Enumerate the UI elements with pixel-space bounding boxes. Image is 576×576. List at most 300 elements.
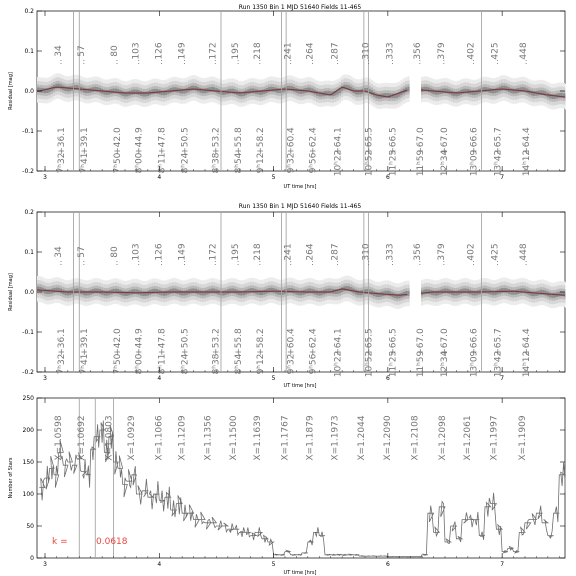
- x-tick-label: 5: [271, 174, 276, 181]
- y-tick-label: 0.2: [24, 8, 34, 15]
- field-number-label: 126: [154, 42, 165, 60]
- field-number-label: 172: [208, 243, 219, 261]
- field-number-label: 149: [177, 42, 188, 60]
- field-ra-label: 11ʰ59: [415, 149, 426, 177]
- field-dot: :: [311, 57, 314, 66]
- residual-bin: [298, 290, 300, 295]
- field-number-label: 103: [131, 42, 142, 60]
- field-ra-label: 7ʰ41: [79, 152, 90, 174]
- field-ra-label: 7ʰ32: [57, 152, 67, 174]
- field-number-label: 195: [231, 243, 242, 261]
- field-dot: :: [367, 57, 370, 66]
- field-number-label: 80: [110, 246, 120, 258]
- residual-bin: [359, 291, 361, 296]
- residual-bin: [298, 89, 300, 94]
- residual-bin: [519, 87, 521, 92]
- field-ra-label: 11ʰ59: [415, 350, 426, 378]
- y-tick-label: 0.1: [24, 48, 34, 55]
- field-dot: :: [115, 57, 119, 66]
- residual-bin: [462, 289, 464, 294]
- residual-bin: [446, 289, 448, 294]
- panel-2-xlabel: UT time [hrs]: [283, 383, 317, 389]
- field-ra-label: 9ʰ12: [255, 353, 266, 375]
- residual-bin: [263, 89, 265, 94]
- residual-bin: [389, 291, 391, 296]
- airmass-label: X=1.1639: [252, 415, 263, 461]
- residual-panel-1: [8, 4, 566, 190]
- field-ra-label: 7ʰ50: [113, 152, 123, 174]
- field-ra-label: 8ʰ54: [234, 152, 245, 174]
- field-dot: :: [311, 258, 314, 267]
- x-tick-label: 6: [385, 375, 390, 382]
- residual-bin: [471, 290, 473, 295]
- field-ra-label: 8ʰ38: [211, 152, 222, 174]
- field-dot: :: [258, 258, 262, 267]
- field-dec-label: +67.0: [439, 328, 450, 356]
- residual-bin: [531, 91, 533, 96]
- field-ra-label: 8ʰ11: [157, 353, 168, 375]
- residual-bin: [565, 293, 566, 298]
- airmass-label: X=1.2108: [410, 415, 421, 461]
- residual-bin: [394, 293, 396, 298]
- field-number-label: 241: [283, 243, 294, 261]
- residual-bin: [268, 288, 270, 293]
- residual-bin: [165, 291, 167, 296]
- field-ra-label: 8ʰ11: [157, 152, 168, 174]
- panel-3-ylabel: Number of Stars: [8, 457, 14, 499]
- residual-bin: [341, 287, 343, 292]
- field-dot: :: [213, 258, 217, 267]
- field-dec-label: +65.5: [364, 328, 375, 356]
- field-dec-label: +64.1: [333, 328, 344, 356]
- field-dot: :: [524, 258, 528, 267]
- field-number-label: 402: [466, 42, 477, 60]
- field-dec-label: +60.4: [286, 127, 297, 155]
- residual-bin: [277, 290, 279, 295]
- field-ra-label: 10ʰ22: [333, 149, 344, 177]
- x-tick-label: 4: [157, 375, 162, 382]
- residual-bin: [190, 289, 192, 294]
- residual-bin: [544, 91, 546, 96]
- residual-bin: [48, 289, 50, 294]
- field-number-label: 287: [330, 243, 341, 261]
- residual-bin: [147, 291, 149, 296]
- field-dec-label: +53.2: [211, 328, 222, 356]
- field-ra-label: 7ʰ50: [113, 353, 123, 375]
- airmass-label: X=1.1973: [330, 415, 341, 461]
- field-dec-label: +39.1: [79, 127, 90, 155]
- field-number-label: 379: [436, 42, 447, 60]
- field-number-label: 34: [54, 45, 64, 57]
- field-number-label: 310: [361, 42, 372, 60]
- field-ra-label: 10ʰ52: [364, 149, 375, 177]
- residual-bin: [103, 90, 105, 95]
- residual-bin: [229, 289, 231, 294]
- residual-bin: [510, 88, 512, 93]
- field-number-label: 57: [76, 45, 87, 57]
- field-dot: :: [59, 57, 63, 66]
- residual-bin: [515, 290, 517, 295]
- residual-bin: [325, 91, 327, 96]
- residual-bin: [325, 289, 327, 294]
- panel-2-title: Run 1350 Bin 1 MJD 51640 Fields 11-465: [238, 203, 362, 210]
- residual-bin: [437, 291, 439, 296]
- field-number-label: 402: [466, 243, 477, 261]
- y-tick-label: -0.2: [22, 369, 34, 376]
- x-tick-label: 5: [271, 375, 276, 382]
- field-number-label: 80: [110, 45, 120, 57]
- field-number-label: 195: [231, 42, 242, 60]
- field-dot: :: [472, 57, 475, 66]
- residual-bin: [442, 289, 444, 294]
- field-dec-label: +65.7: [493, 127, 504, 155]
- field-dec-label: +64.4: [522, 127, 533, 155]
- x-tick-label: 4: [157, 561, 162, 568]
- residual-bin: [549, 94, 551, 99]
- y-tick-label: -0.1: [22, 128, 34, 135]
- field-dec-label: +55.8: [234, 328, 245, 356]
- field-ra-label: 10ʰ52: [364, 350, 375, 378]
- residual-bin: [311, 289, 313, 294]
- residual-bin: [375, 292, 377, 297]
- y-tick-label: -0.2: [22, 168, 34, 175]
- field-ra-label: 8ʰ00: [134, 353, 145, 375]
- field-dot: :: [213, 57, 217, 66]
- residual-bin: [83, 290, 85, 295]
- residual-bin: [103, 291, 105, 296]
- field-dec-label: +47.8: [157, 328, 168, 356]
- residual-bin: [126, 92, 128, 97]
- field-ra-label: 10ʰ22: [333, 350, 344, 378]
- panel-3-xlabel: UT time [hrs]: [283, 570, 317, 576]
- field-dot: :: [82, 57, 86, 66]
- residual-bin: [485, 87, 487, 92]
- residual-bin: [247, 289, 249, 294]
- field-ra-label: 9ʰ32: [286, 353, 297, 375]
- residual-bin: [117, 89, 119, 94]
- field-number-label: 264: [305, 42, 316, 60]
- field-dec-label: +67.0: [439, 127, 450, 155]
- residual-bin: [407, 291, 409, 296]
- field-dec-label: +62.4: [308, 127, 319, 155]
- residual-bin: [126, 291, 128, 296]
- residual-bin: [432, 291, 434, 296]
- residual-bin: [252, 288, 254, 293]
- residual-bin: [320, 291, 322, 296]
- residual-bin: [122, 91, 124, 96]
- field-dec-label: +66.5: [388, 328, 399, 356]
- field-dot: :: [137, 57, 141, 66]
- residual-bin: [515, 89, 517, 94]
- residual-bin: [213, 289, 215, 294]
- field-dot: :: [336, 57, 339, 66]
- residual-bin: [195, 86, 197, 91]
- airmass-label: X=1.1909: [518, 415, 528, 461]
- field-dot: :: [82, 258, 86, 267]
- residual-bin: [108, 290, 110, 295]
- y-tick-label: 0.0: [24, 88, 34, 95]
- panel-1-ylabel: Residual [mag]: [8, 72, 14, 110]
- y-tick-label: 0.1: [24, 249, 34, 256]
- residual-bin: [147, 91, 149, 96]
- field-number-label: 57: [76, 246, 87, 258]
- residual-bin: [510, 290, 512, 295]
- field-dot: :: [442, 258, 446, 267]
- residual-bin: [501, 86, 503, 91]
- x-tick-label: 7: [500, 174, 505, 181]
- airmass-label: X=1.0803: [104, 415, 115, 461]
- field-ra-label: 9ʰ56: [308, 152, 319, 174]
- residual-bin: [151, 89, 153, 94]
- residual-bin: [142, 92, 144, 97]
- field-dot: :: [160, 57, 163, 66]
- field-number-label: 379: [436, 243, 447, 261]
- residual-bin: [307, 289, 309, 294]
- field-ra-label: 13ʰ42: [493, 350, 504, 378]
- field-number-label: 333: [385, 42, 396, 60]
- residual-bin: [234, 89, 236, 94]
- field-ra-label: 12ʰ34: [439, 350, 450, 378]
- residual-bin: [122, 291, 124, 296]
- airmass-label: X=1.1209: [177, 415, 188, 461]
- residual-bin: [462, 89, 464, 94]
- field-dot: :: [367, 258, 370, 267]
- field-number-label: 126: [154, 243, 165, 261]
- field-number-label: 310: [361, 243, 372, 261]
- field-ra-label: 8ʰ00: [134, 152, 145, 174]
- residual-bin: [476, 90, 478, 95]
- x-tick-label: 6: [385, 561, 390, 568]
- panel-1-xlabel: UT time [hrs]: [283, 184, 317, 190]
- field-ra-label: 9ʰ12: [255, 152, 266, 174]
- field-ra-label: 13ʰ09: [469, 350, 480, 378]
- field-dot: :: [137, 258, 141, 267]
- residual-bin: [407, 87, 409, 92]
- residual-bin: [501, 288, 503, 293]
- residual-bin: [268, 87, 270, 92]
- panel-2-ylabel: Residual [mag]: [8, 273, 14, 311]
- residual-bin: [243, 290, 245, 295]
- airmass-label: X=1.0929: [127, 415, 138, 461]
- x-tick-label: 3: [43, 375, 47, 382]
- residual-bin: [533, 291, 535, 296]
- panel-3-plot-area: [37, 398, 565, 558]
- residual-bin: [359, 90, 361, 95]
- residual-bin: [506, 86, 508, 91]
- airmass-label: X=1.1066: [154, 415, 165, 461]
- field-ra-label: 8ʰ24: [180, 152, 191, 174]
- field-dot: :: [183, 258, 186, 267]
- field-ra-label: 11ʰ25: [388, 149, 399, 177]
- residual-bin: [272, 288, 274, 293]
- field-dec-label: +47.8: [157, 127, 168, 155]
- airmass-label: X=1.1356: [203, 415, 214, 461]
- field-dec-label: +58.2: [255, 127, 266, 155]
- residual-bin: [199, 290, 201, 295]
- field-dot: :: [59, 258, 63, 267]
- field-number-label: 356: [412, 243, 423, 261]
- field-number-label: 241: [283, 42, 294, 60]
- residual-bin: [186, 290, 188, 295]
- field-dot: :: [289, 258, 293, 267]
- field-ra-label: 7ʰ32: [57, 353, 67, 375]
- airmass-label: X=1.1500: [228, 415, 239, 461]
- y-tick-label: 100: [22, 491, 34, 498]
- y-tick-label: 150: [22, 459, 34, 466]
- field-dot: :: [472, 258, 475, 267]
- field-ra-label: 9ʰ56: [308, 353, 319, 375]
- field-dec-label: +66.6: [469, 328, 480, 356]
- field-dec-label: +67.0: [415, 127, 426, 155]
- field-dec-label: +67.0: [415, 328, 426, 356]
- residual-bin: [506, 288, 508, 293]
- airmass-label: X=1.0598: [54, 415, 64, 461]
- residual-bin: [151, 289, 153, 294]
- field-dot: :: [183, 57, 186, 66]
- residual-bin: [186, 88, 188, 93]
- field-dec-label: +42.0: [113, 328, 123, 356]
- residual-bin: [190, 86, 192, 91]
- field-dot: :: [336, 258, 339, 267]
- field-dot: :: [391, 57, 394, 66]
- field-ra-label: 13ʰ42: [493, 149, 504, 177]
- y-tick-label: 0: [30, 555, 34, 562]
- field-number-label: 264: [305, 243, 316, 261]
- residual-bin: [199, 88, 201, 93]
- airmass-label: X=1.2098: [438, 415, 448, 461]
- y-tick-label: -0.1: [22, 329, 34, 336]
- residual-bin: [432, 89, 434, 94]
- field-ra-label: 14ʰ12: [522, 350, 533, 378]
- field-ra-label: 8ʰ54: [234, 353, 245, 375]
- field-dec-label: +66.5: [388, 127, 399, 155]
- x-tick-label: 5: [271, 561, 276, 568]
- residual-bin: [476, 290, 478, 295]
- residual-bin: [558, 93, 560, 98]
- residual-bin: [156, 89, 158, 94]
- field-number-label: 448: [519, 243, 530, 261]
- residual-bin: [53, 288, 55, 293]
- residual-bin: [195, 289, 197, 294]
- residual-bin: [234, 289, 236, 294]
- airmass-label: X=1.2061: [463, 415, 474, 461]
- residual-bin: [554, 94, 556, 99]
- residual-bin: [92, 87, 94, 92]
- field-dot: :: [442, 57, 446, 66]
- field-dot: :: [258, 57, 262, 66]
- field-dec-label: +58.2: [255, 328, 266, 356]
- residual-bin: [533, 91, 535, 96]
- field-ra-label: 7ʰ41: [79, 353, 90, 375]
- field-number-label: 172: [208, 42, 219, 60]
- field-dot: :: [115, 258, 119, 267]
- residual-bin: [252, 88, 254, 93]
- airmass-label: X=1.1997: [489, 415, 500, 461]
- residual-bin: [437, 90, 439, 95]
- field-number-label: 218: [252, 42, 263, 60]
- field-dec-label: +36.1: [57, 328, 67, 356]
- x-tick-label: 3: [43, 174, 47, 181]
- y-tick-label: 200: [22, 427, 34, 434]
- y-tick-label: 0.2: [24, 209, 34, 216]
- x-tick-label: 7: [500, 375, 505, 382]
- residual-bin: [160, 90, 162, 95]
- field-number-label: 448: [519, 42, 530, 60]
- field-dec-label: +65.5: [364, 127, 375, 155]
- field-number-label: 333: [385, 243, 396, 261]
- residual-bin: [398, 294, 400, 299]
- residual-bin: [549, 293, 551, 298]
- k-value: 0.0618: [96, 537, 128, 547]
- residual-bin: [204, 88, 206, 93]
- residual-bin: [112, 289, 114, 294]
- field-ra-label: 12ʰ34: [439, 149, 450, 177]
- field-number-label: 103: [131, 243, 142, 261]
- field-dot: :: [496, 57, 499, 66]
- field-dec-label: +53.2: [211, 127, 222, 155]
- residual-bin: [272, 87, 274, 92]
- residual-bin: [174, 87, 176, 92]
- residual-bin: [64, 86, 66, 91]
- field-dec-label: +50.5: [180, 127, 191, 155]
- field-ra-label: 8ʰ24: [180, 353, 191, 375]
- residual-bin: [238, 290, 240, 295]
- residual-bin: [224, 290, 226, 295]
- airmass-label: X=1.0692: [76, 415, 87, 461]
- k-label: k =: [52, 537, 68, 547]
- residual-bin: [117, 289, 119, 294]
- airmass-label: X=1.1879: [305, 415, 316, 461]
- residual-bin: [471, 90, 473, 95]
- airmass-label: X=1.2090: [383, 415, 394, 461]
- field-dec-label: +62.4: [308, 328, 319, 356]
- residual-bin: [341, 86, 343, 91]
- field-dec-label: +60.4: [286, 328, 297, 356]
- field-dec-label: +50.5: [180, 328, 191, 356]
- residual-bin: [316, 290, 318, 295]
- residual-panel-2: [8, 203, 566, 389]
- residual-bin: [156, 289, 158, 294]
- residual-bin: [423, 290, 425, 295]
- field-dec-label: +55.8: [234, 127, 245, 155]
- field-dot: :: [160, 258, 163, 267]
- residual-bin: [263, 290, 265, 295]
- x-tick-label: 7: [500, 561, 505, 568]
- residual-bin: [160, 291, 162, 296]
- residual-bin: [208, 289, 210, 294]
- field-dot: :: [236, 258, 240, 267]
- residual-bin: [208, 87, 210, 92]
- y-tick-label: 50: [26, 523, 34, 530]
- x-tick-label: 4: [157, 174, 162, 181]
- field-dec-label: +42.0: [113, 127, 123, 155]
- residual-bin: [544, 291, 546, 296]
- residual-bin: [565, 94, 566, 99]
- residual-bin: [519, 289, 521, 294]
- field-dot: :: [418, 57, 422, 66]
- residual-bin: [87, 291, 89, 296]
- residual-bin: [442, 89, 444, 94]
- field-dot: :: [496, 258, 499, 267]
- field-dec-label: +64.1: [333, 127, 344, 155]
- field-ra-label: 9ʰ32: [286, 152, 297, 174]
- field-dec-label: +44.9: [134, 328, 145, 356]
- residual-bin: [131, 290, 133, 295]
- residual-bin: [277, 88, 279, 93]
- field-dec-label: +44.9: [134, 127, 145, 155]
- field-dec-label: +39.1: [79, 328, 90, 356]
- field-ra-label: 8ʰ38: [211, 353, 222, 375]
